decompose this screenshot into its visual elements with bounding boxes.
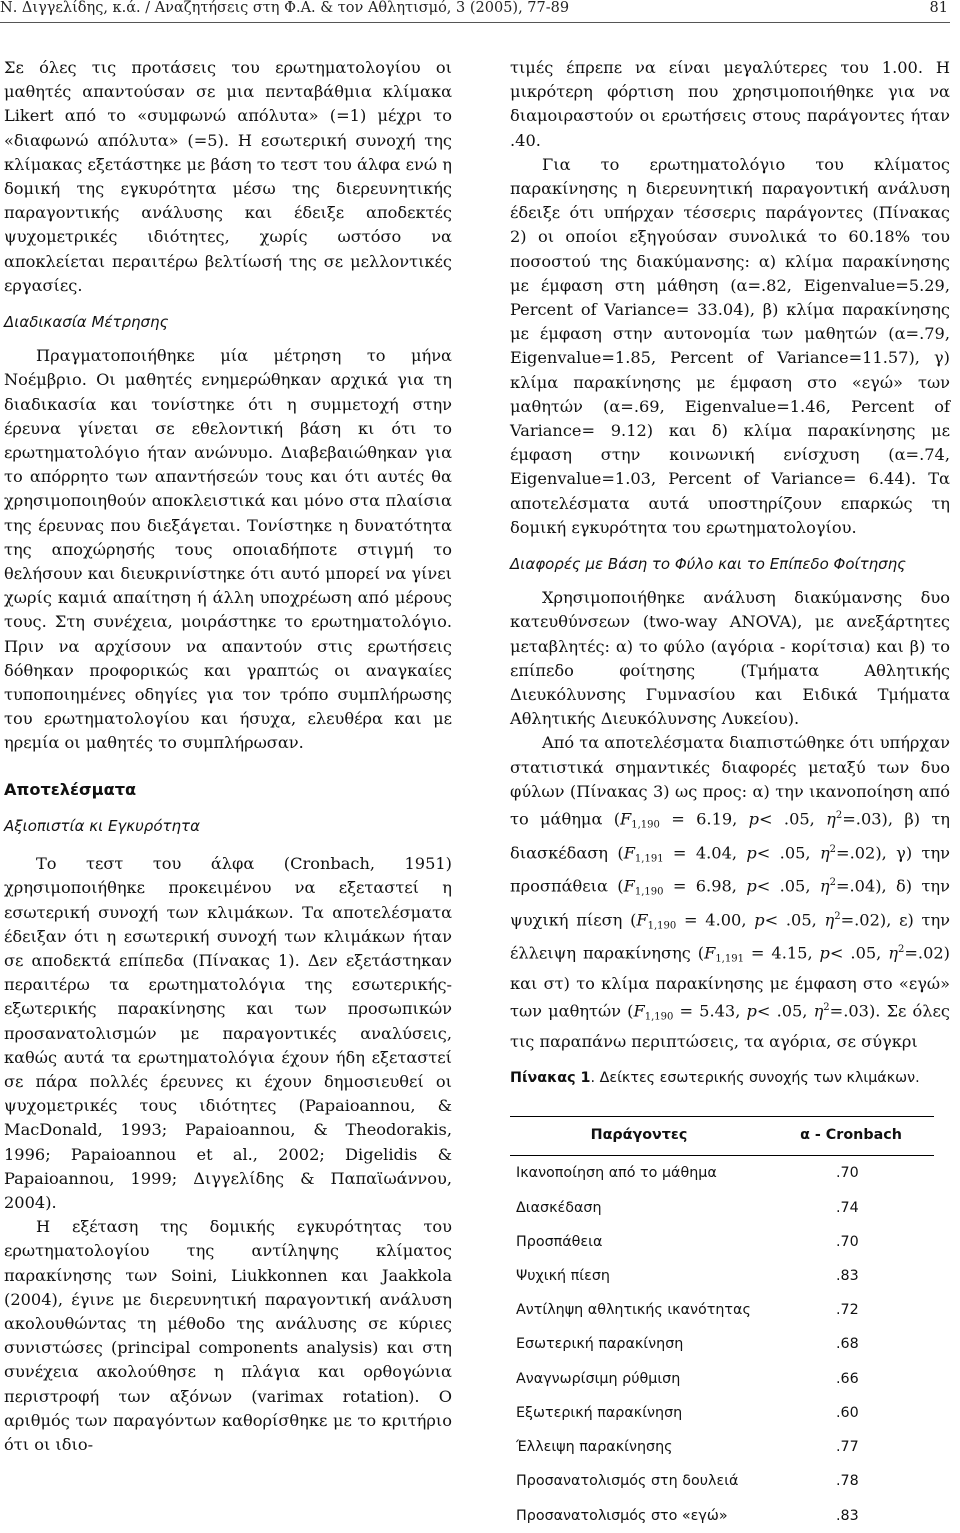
running-header	[0, 0, 960, 34]
section-heading-results: Αποτελέσματα	[4, 779, 137, 799]
table-cell-alpha: .70	[836, 1233, 859, 1250]
table-cell-factor: Διασκέδαση	[516, 1199, 602, 1216]
running-title: Ν. Διγγελίδης, κ.ά. / Αναζητήσεις στη Φ.Α. & τον Αθλητισμό, 3 (2005), 77-89	[0, 0, 570, 16]
table-cell-factor: Προσπάθεια	[516, 1233, 603, 1250]
table-cell-factor: Προσανατολισμός στο «εγώ»	[516, 1507, 728, 1524]
table-cell-alpha: .83	[836, 1507, 859, 1524]
left-column	[4, 56, 452, 1457]
paragraph-climate-factors: Για το ερωτηματολόγιο του κλίματος παρακίνησης η διερευνητική παραγοντική ανάλυση έδειξε ότι υπήρχαν τέσσερις παράγοντες (Πίνακας 2) οι οποίοι εξηγούσαν συνολικά το 60.18% του ποσοστού της διακύμανσης: α) κλίμα παρακίνησης με έμφαση στη μάθηση (α=.82, Eigenvalue=5.29, Percent of Variance= 33.04), β) κλίμα παρακίνησης με έμφαση στην αυτονομία των μαθητών (α=.79, Eigenvalue=1.85, Percent of Variance=11.57), γ) κλίμα παρακίνησης με έμφαση στο «εγώ» των μαθητών (α=.69, Eigenvalue=1.46, Percent of Variance= 9.12) και δ) κλίμα παρακίνησης με έμφαση στην κοινωνική ενίσχυση (α=.74, Eigenvalue=1.03, Percent of Variance= 6.44). Τα αποτελέσματα αυτά υποστηρίζουν επαρκώς τη δομική εγκυρότητα του ερωτηματολογίου.	[510, 154, 950, 537]
table-cell-factor: Προσανατολισμός στη δουλειά	[516, 1473, 739, 1490]
table-row	[510, 1327, 934, 1361]
paragraph-eigenvalues: τιμές έπρεπε να είναι μεγαλύτερες του 1.00. Η μικρότερη φόρτιση που χρησιμοποιήθηκε για να διαμοιραστούν οι ερωτήσεις στους παράγοντες ήταν .40.	[510, 58, 950, 150]
table-header-alpha: α - Cronbach	[768, 1117, 934, 1156]
table-row	[510, 1225, 934, 1259]
table-cell-factor: Εσωτερική παρακίνηση	[516, 1336, 684, 1353]
header-rule	[0, 22, 950, 23]
page-number: 81	[929, 0, 948, 16]
table-row	[510, 1464, 934, 1498]
subheading-measurement: Διαδικασία Μέτρησης	[4, 313, 169, 332]
table-cell-alpha: .78	[836, 1473, 859, 1490]
table-cell-alpha: .77	[836, 1439, 859, 1456]
table-row	[510, 1293, 934, 1327]
table-cronbach-alpha	[510, 1116, 934, 1532]
paragraph-likert: Σε όλες τις προτάσεις του ερωτηματολογίου οι μαθητές απαντούσαν σε μια πενταβάθμια κλίμακα Likert από το «συμφωνώ απόλυτα» (=1) μέχρι το «διαφωνώ απόλυτα» (=5). Η εσωτερική συνοχή της κλίμακας εξετάστηκε με βάση το τεστ του άλφα ενώ η δομική της εγκυρότητα μέσω της διερευνητικής παραγοντικής ανάλυσης και έδειξε αποδεκτές ψυχομετρικές ιδιότητες, χωρίς ωστόσο να αποκλείεται περαιτέρω βελτίωσή της σε μελλοντικές εργασίες.	[4, 58, 452, 295]
table-cell-alpha: .74	[836, 1199, 859, 1216]
table-row	[510, 1430, 934, 1464]
subheading-gender-level: Διαφορές με Βάση το Φύλο και το Επίπεδο Φοίτησης	[510, 555, 906, 574]
table-cell-factor: Ικανοποίηση από το μάθημα	[516, 1165, 717, 1182]
table-row	[510, 1396, 934, 1430]
table-cell-factor: Αντίληψη αθλητικής ικανότητας	[516, 1302, 751, 1319]
table-cell-alpha: .83	[836, 1268, 859, 1285]
table-cell-factor: Εξωτερική παρακίνηση	[516, 1404, 683, 1421]
table-cell-alpha: .68	[836, 1336, 859, 1353]
table-caption: Πίνακας 1. Δείκτες εσωτερικής συνοχής των κλιμάκων.	[510, 1070, 920, 1087]
table-cell-factor: Έλλειψη παρακίνησης	[516, 1439, 673, 1456]
paragraph-gender-differences: Από τα αποτελέσματα διαπιστώθηκε ότι υπήρχαν στατιστικά σημαντικές διαφορές μεταξύ των δυο φύλων (Πίνακας 3) ως προς: α) την ικανοποίηση από το μάθημα ($F_{1,190} = 6.19$, p< .05, $\eta^2=.03$), β) τη διασκέδαση ($F_{1,191} = 4.04$, p< .05, $\eta^2=.02$), γ) την προσπάθεια ($F_{1,190} = 6.98$, p< .05, $\eta^2=.04$), δ) την ψυχική πίεση ($F_{1,190} = 4.00$, p< .05, $\eta^2=.02$), ε) την έλλειψη παρακίνησης ($F_{1,191} = 4.15$, p< .05, $\eta^2=.02$) και στ) το κλίμα παρακίνησης με έμφαση στο «εγώ» των μαθητών ($F_{1,190} = 5.43$, p< .05, $\eta^2=.03$). Σε όλες τις παραπάνω περιπτώσεις, τα αγόρια, σε σύγκρι	[510, 733, 950, 1051]
paragraph-anova: Χρησιμοποιήθηκε ανάλυση διακύμανσης δυο κατευθύνσεων (two-way ANOVA), με ανεξάρτητες μεταβλητές: α) το φύλο (αγόρια - κορίτσια) και β) το επίπεδο φοίτησης (Τμήματα Αθλητικής Διευκόλυνσης Γυμνασίου και Ειδικά Τμήματα Αθλητικής Διευκόλυνσης Λυκείου).	[510, 588, 950, 729]
table-header-factors: Παράγοντες	[510, 1117, 768, 1156]
table-cell-factor: Ψυχική πίεση	[516, 1268, 610, 1285]
table-row	[510, 1499, 934, 1533]
table-cell-alpha: .70	[836, 1165, 859, 1182]
table-row	[510, 1259, 934, 1293]
table-row	[510, 1156, 934, 1191]
table-row	[510, 1191, 934, 1225]
table-row	[510, 1362, 934, 1396]
paragraph-procedure: Πραγματοποιήθηκε μία μέτρηση το μήνα Νοέμβριο. Οι μαθητές ενημερώθηκαν αρχικά για τη διαδικασία και τονίστηκε ότι η συμμετοχή στην έρευνα γίνεται σε εθελοντική βάση κι ότι το ερωτηματολόγιο ήταν ανώνυμο. Διαβεβαιώθηκαν για το απόρρητο των απαντήσεών τους και ότι αυτές θα χρησιμοποιηθούν αποκλειστικά και μόνο στα πλαίσια της έρευνας που διεξάγεται. Τονίστηκε η δυνατότητα της αποχώρησής τους οποιαδήποτε στιγμή το θελήσουν και διευκρινίστηκε ότι αυτό μπορεί να γίνει χωρίς καμιά απαίτηση ή άλλη υποχρέωση από μέρους τους. Στη συνέχεια, μοιράστηκε το ερωτηματολόγιο. Πριν να αρχίσουν να απαντούν στις ερωτήσεις δόθηκαν προφορικώς και γραπτώς οι αναγκαίες τυποποιημένες οδηγίες για τον τρόπο συμπλήρωσης του ερωτηματολογίου και ήσυχα, ελευθέρα και με ηρεμία οι μαθητές το συμπλήρωσαν.	[4, 346, 452, 753]
paragraph-factor-analysis: Η εξέταση της δομικής εγκυρότητας του ερωτηματολογίου της αντίληψης κλίματος παρακίνησης των Soini, Liukkonnen και Jaakkola (2004), έγινε με διερευνητική παραγοντική ανάλυση ακολουθώντας τη μέθοδο της ανάλυσης σε κύριες συνιστώσες (principal components analysis) και στη συνέχεια ακολούθησε η πλάγια και ορθογώνια περιστροφή των αξόνων (varimax rotation). Ο αριθμός των παραγόντων καθορίσθηκε με το κριτήριο ότι οι ιδιο-	[4, 1217, 452, 1454]
right-column	[510, 56, 950, 1533]
table-cell-alpha: .60	[836, 1404, 859, 1421]
paragraph-cronbach: Το τεστ του άλφα (Cronbach, 1951) χρησιμοποιήθηκε προκειμένου να εξεταστεί η εσωτερική συνοχή των κλιμάκων. Τα αποτελέσματα έδειξαν ότι η εσωτερική συνοχή των κλιμάκων ήταν σε αποδεκτά επίπεδα (Πίνακας 1). Δεν εξετάστηκαν περαιτέρω τα ερωτηματολόγια της εσωτερικής-εξωτερικής παρακίνησης και των προσωπικών προσανατολισμών με παραγοντικές αναλύσεις, καθώς αυτά τα ερωτηματολόγια έχουν ήδη εξεταστεί σε πάρα πολλές έρευνες κι έχουν δημοσιευθεί οι ψυχομετρικές τους ιδιότητες (Papaioannou, & MacDonald, 1993; Papaioannou, & Theodorakis, 1996; Papaioannou et al., 2002; Digelidis & Papaioannou, 1999; Διγγελίδης & Παπαϊωάννου, 2004).	[4, 854, 452, 1212]
table-cell-alpha: .72	[836, 1302, 859, 1319]
subheading-reliability: Αξιοπιστία κι Εγκυρότητα	[4, 816, 200, 835]
table-cell-factor: Αναγνωρίσιμη ρύθμιση	[516, 1370, 681, 1387]
table-cell-alpha: .66	[836, 1370, 859, 1387]
